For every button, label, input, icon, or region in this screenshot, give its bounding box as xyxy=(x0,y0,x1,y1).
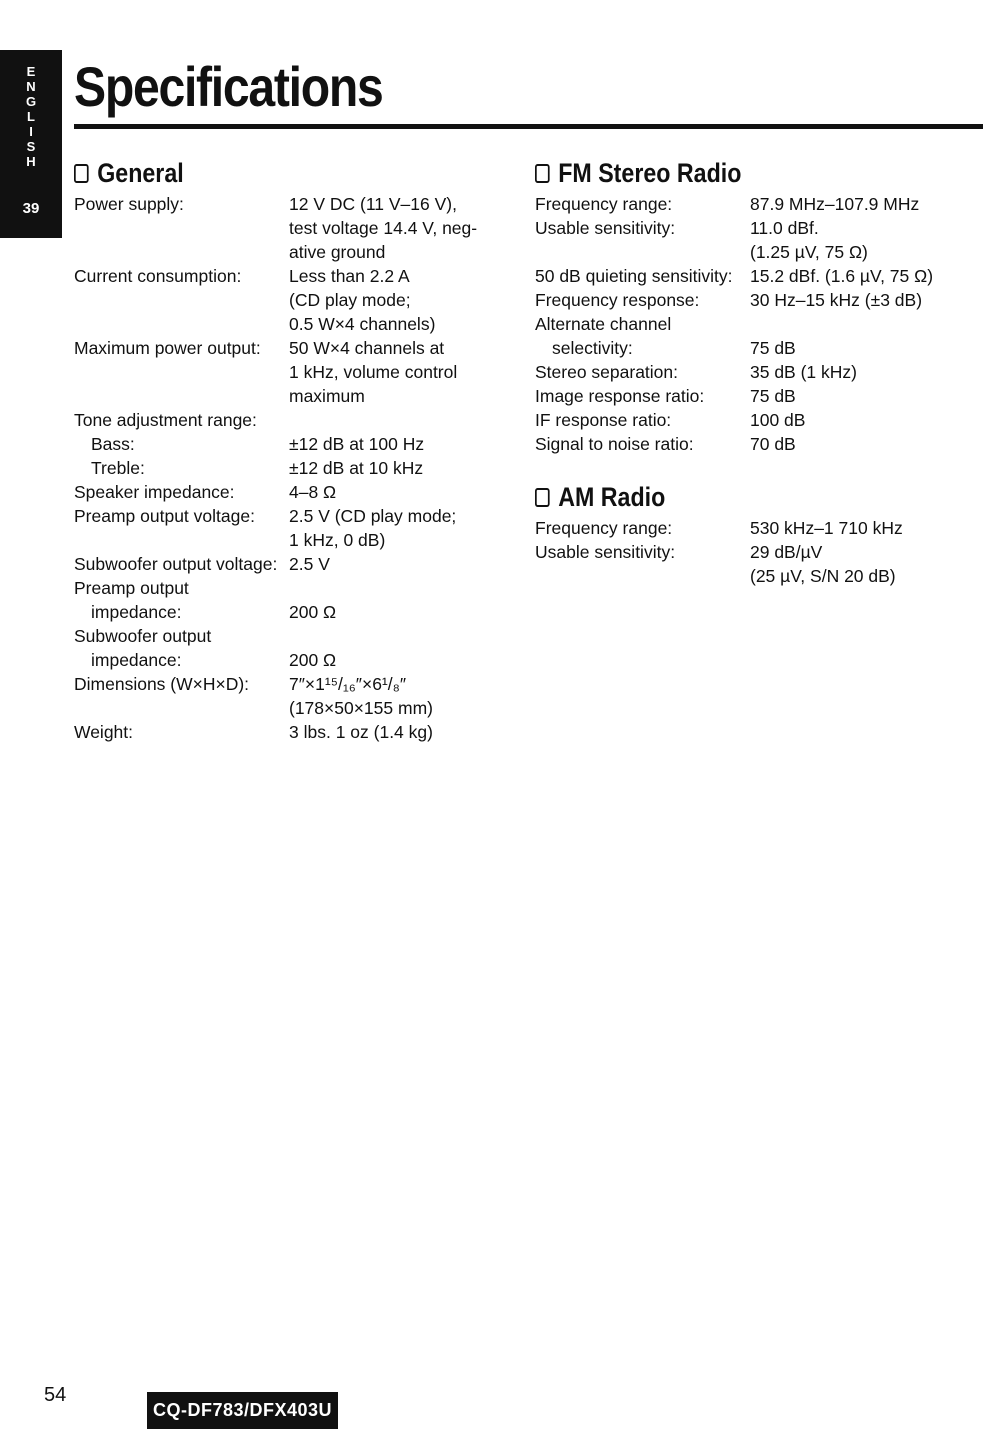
spec-value-line: 75 dB xyxy=(750,386,796,406)
am-heading xyxy=(535,481,665,513)
fm-heading xyxy=(535,157,741,189)
spec-label: Image response ratio: xyxy=(535,386,705,406)
page-number: 54 xyxy=(44,1384,67,1406)
spec-value-line: Less than 2.2 A xyxy=(289,266,410,286)
spec-label: Usable sensitivity: xyxy=(535,218,676,238)
spec-row xyxy=(535,540,903,588)
spec-label: impedance: xyxy=(91,650,182,670)
spec-label: Frequency response: xyxy=(535,290,700,310)
spec-label: Speaker impedance: xyxy=(74,482,235,502)
spec-value-line: (1.25 µV, 75 Ω) xyxy=(750,242,868,262)
spec-label: Frequency range: xyxy=(535,518,673,538)
spec-label: Bass: xyxy=(91,434,135,454)
spec-value-line: 3 lbs. 1 oz (1.4 kg) xyxy=(289,722,433,742)
spec-value-line: 0.5 W×4 channels) xyxy=(289,314,436,334)
spec-row xyxy=(535,216,933,264)
spec-value-line: 7″×1¹⁵/₁₆″×6¹/₈″ xyxy=(289,674,407,694)
general-heading-text: General xyxy=(97,158,184,188)
spec-row xyxy=(535,312,933,336)
spec-value-line: maximum xyxy=(289,386,365,406)
spec-label: Current consumption: xyxy=(74,266,242,286)
spec-row xyxy=(74,336,477,408)
spec-row xyxy=(535,516,903,540)
spec-label: Dimensions (W×H×D): xyxy=(74,674,250,694)
spec-label: Weight: xyxy=(74,722,134,742)
spec-value-line: 12 V DC (11 V–16 V), xyxy=(289,194,457,214)
spec-value-line: (178×50×155 mm) xyxy=(289,698,433,718)
language-letter: G xyxy=(25,94,37,109)
spec-row xyxy=(74,264,477,336)
spec-row xyxy=(74,600,477,624)
language-tab xyxy=(0,50,62,238)
spec-label: 50 dB quieting sensitivity: xyxy=(535,266,733,286)
spec-value xyxy=(74,720,477,744)
general-spec-list xyxy=(74,192,477,744)
spec-row xyxy=(74,720,477,744)
spec-label: Stereo separation: xyxy=(535,362,679,382)
language-letter: H xyxy=(26,154,36,169)
spec-row xyxy=(74,648,477,672)
spec-row xyxy=(74,480,477,504)
spec-value-line: 2.5 V xyxy=(289,554,330,574)
checkbox-square-icon xyxy=(535,164,550,183)
spec-row xyxy=(74,504,477,552)
spec-row xyxy=(74,408,477,432)
language-letter: E xyxy=(26,64,36,79)
section-number: 39 xyxy=(22,200,40,217)
spec-label: Subwoofer output voltage: xyxy=(74,554,278,574)
title-rule xyxy=(74,124,983,129)
spec-value-line: ±12 dB at 100 Hz xyxy=(289,434,425,454)
spec-value-line: ative ground xyxy=(289,242,386,262)
spec-value-line: 11.0 dBf. xyxy=(750,218,819,238)
spec-value-line: 35 dB (1 kHz) xyxy=(750,362,857,382)
language-letter: N xyxy=(26,79,36,94)
spec-value-line: 100 dB xyxy=(750,410,806,430)
spec-row xyxy=(535,336,933,360)
spec-value-line: 530 kHz–1 710 kHz xyxy=(750,518,903,538)
spec-label: Frequency range: xyxy=(535,194,673,214)
spec-value-line: ±12 dB at 10 kHz xyxy=(289,458,424,478)
spec-row xyxy=(535,288,933,312)
spec-label: selectivity: xyxy=(552,338,633,358)
spec-row xyxy=(74,672,477,720)
spec-value-line: (CD play mode; xyxy=(289,290,411,310)
checkbox-square-icon xyxy=(535,488,550,507)
spec-row xyxy=(535,264,933,288)
model-badge xyxy=(147,1392,338,1429)
spec-value-line: 75 dB xyxy=(750,338,796,358)
page-title: Specifications xyxy=(74,55,383,118)
spec-label: IF response ratio: xyxy=(535,410,672,430)
spec-value-line: 1 kHz, 0 dB) xyxy=(289,530,386,550)
spec-row xyxy=(74,624,477,648)
spec-value-line: 4–8 Ω xyxy=(289,482,337,502)
am-heading-text: AM Radio xyxy=(558,482,666,512)
spec-value-line: 15.2 dBf. (1.6 µV, 75 Ω) xyxy=(750,266,934,286)
spec-row xyxy=(74,552,477,576)
spec-row xyxy=(74,432,477,456)
spec-label: Tone adjustment range: xyxy=(74,410,257,430)
spec-row xyxy=(535,432,933,456)
language-letter: S xyxy=(26,139,36,154)
spec-row xyxy=(535,192,933,216)
spec-label: Alternate channel xyxy=(535,314,672,334)
model-label: CQ-DF783/DFX403U xyxy=(152,1400,333,1420)
spec-value-line: 87.9 MHz–107.9 MHz xyxy=(750,194,920,214)
spec-value-line: 2.5 V (CD play mode; xyxy=(289,506,457,526)
spec-value-line: 1 kHz, volume control xyxy=(289,362,458,382)
spec-label: Usable sensitivity: xyxy=(535,542,676,562)
spec-label: Preamp output xyxy=(74,578,189,598)
spec-label: Preamp output voltage: xyxy=(74,506,255,526)
spec-value-line: 200 Ω xyxy=(289,602,337,622)
language-letter: L xyxy=(27,109,35,124)
fm-spec-list xyxy=(535,192,933,456)
spec-label: Subwoofer output xyxy=(74,626,212,646)
spec-label: Treble: xyxy=(91,458,145,478)
spec-label: impedance: xyxy=(91,602,182,622)
spec-value-line: 200 Ω xyxy=(289,650,337,670)
spec-label: Signal to noise ratio: xyxy=(535,434,694,454)
spec-value-line: 70 dB xyxy=(750,434,796,454)
spec-value-line: 50 W×4 channels at xyxy=(289,338,445,358)
spec-row xyxy=(535,360,933,384)
spec-label: Power supply: xyxy=(74,194,184,214)
spec-value-line: 29 dB/µV xyxy=(750,542,823,562)
general-heading xyxy=(74,157,184,189)
spec-label: Maximum power output: xyxy=(74,338,261,358)
spec-value-line: (25 µV, S/N 20 dB) xyxy=(750,566,896,586)
language-letter: I xyxy=(29,124,33,139)
checkbox-square-icon xyxy=(74,164,89,183)
fm-heading-text: FM Stereo Radio xyxy=(558,158,742,188)
am-spec-list xyxy=(535,516,903,588)
spec-row xyxy=(535,384,933,408)
spec-row xyxy=(74,576,477,600)
spec-row xyxy=(74,456,477,480)
language-letters xyxy=(23,64,39,169)
spec-row xyxy=(535,408,933,432)
spec-value-line: 30 Hz–15 kHz (±3 dB) xyxy=(750,290,923,310)
spec-value-line: test voltage 14.4 V, neg- xyxy=(289,218,478,238)
spec-row xyxy=(74,192,477,264)
